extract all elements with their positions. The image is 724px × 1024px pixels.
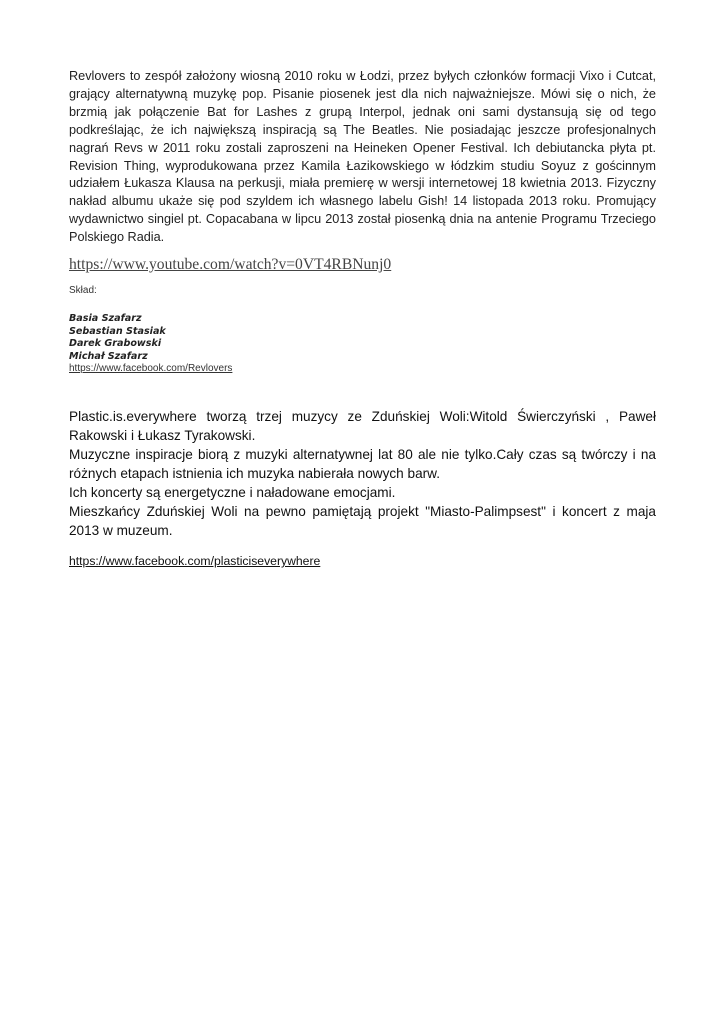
- plastic-section: [69, 407, 656, 568]
- revlovers-facebook-link[interactable]: https://www.facebook.com/Revlovers: [69, 363, 233, 375]
- members-list: [69, 313, 656, 363]
- plastic-line: Ich koncerty są energetyczne i naładowane emocjami.: [69, 485, 396, 501]
- plastic-facebook-link[interactable]: https://www.facebook.com/plasticiseverywhere: [69, 554, 321, 569]
- member-name: Basia Szafarz: [69, 313, 142, 325]
- plastic-line: Plastic.is.everywhere tworzą trzej muzycy ze Zduńskiej Woli:Witold Świerczyński , Paweł Rakowski i Łukasz Tyrakowski.: [69, 409, 656, 444]
- plastic-line: Muzyczne inspiracje biorą z muzyki alternatywnej lat 80 ale nie tylko.Cały czas są twórczy i na różnych etapach istnienia ich muzyka nabierała nowych barw.: [69, 447, 656, 482]
- revlovers-section: [69, 68, 656, 375]
- document-page: [69, 68, 656, 568]
- member-name: Michał Szafarz: [69, 350, 148, 362]
- plastic-line: Mieszkańcy Zduńskiej Woli na pewno pamiętają projekt "Miasto-Palimpsest" i koncert z maja 2013 w muzeum.: [69, 504, 656, 539]
- revlovers-description: Revlovers to zespół założony wiosną 2010 roku w Łodzi, przez byłych członków formacji Vixo i Cutcat, grający alternatywną muzykę pop. Pisanie piosenek jest dla nich najważniejsze. Mówi się o nich, że brzmią jak połączenie Bat for Lashes z grupą Interpol, jednak oni sami dystansują się od tego podkreślając, że ich największą inspiracją są The Beatles. Nie posiadając jeszcze profesjonalnych nagrań Revs w 2011 roku zostali zaproszeni na Heineken Opener Festival. Ich debiutancka płyta pt. Revision Thing, wyprodukowana przez Kamila Łazikowskiego w łódzkim studiu Soyuz z gościnnym udziałem Łukasza Klausa na perkusji, miała premierę w wersji internetowej 18 kwietnia 2013. Fizyczny nakład albumu ukaże się pod szyldem ich własnego labelu Gish! 14 listopada 2013 roku. Promujący wydawnictwo singiel pt. Copacabana w lipcu 2013 został piosenką dnia na antenie Programu Trzeciego Polskiego Radia.: [69, 69, 656, 245]
- member-name: Sebastian Stasiak: [69, 325, 166, 337]
- member-name: Darek Grabowski: [69, 338, 162, 350]
- youtube-link[interactable]: https://www.youtube.com/watch?v=0VT4RBNunj0: [69, 256, 392, 274]
- lineup-label: Skład:: [69, 285, 97, 297]
